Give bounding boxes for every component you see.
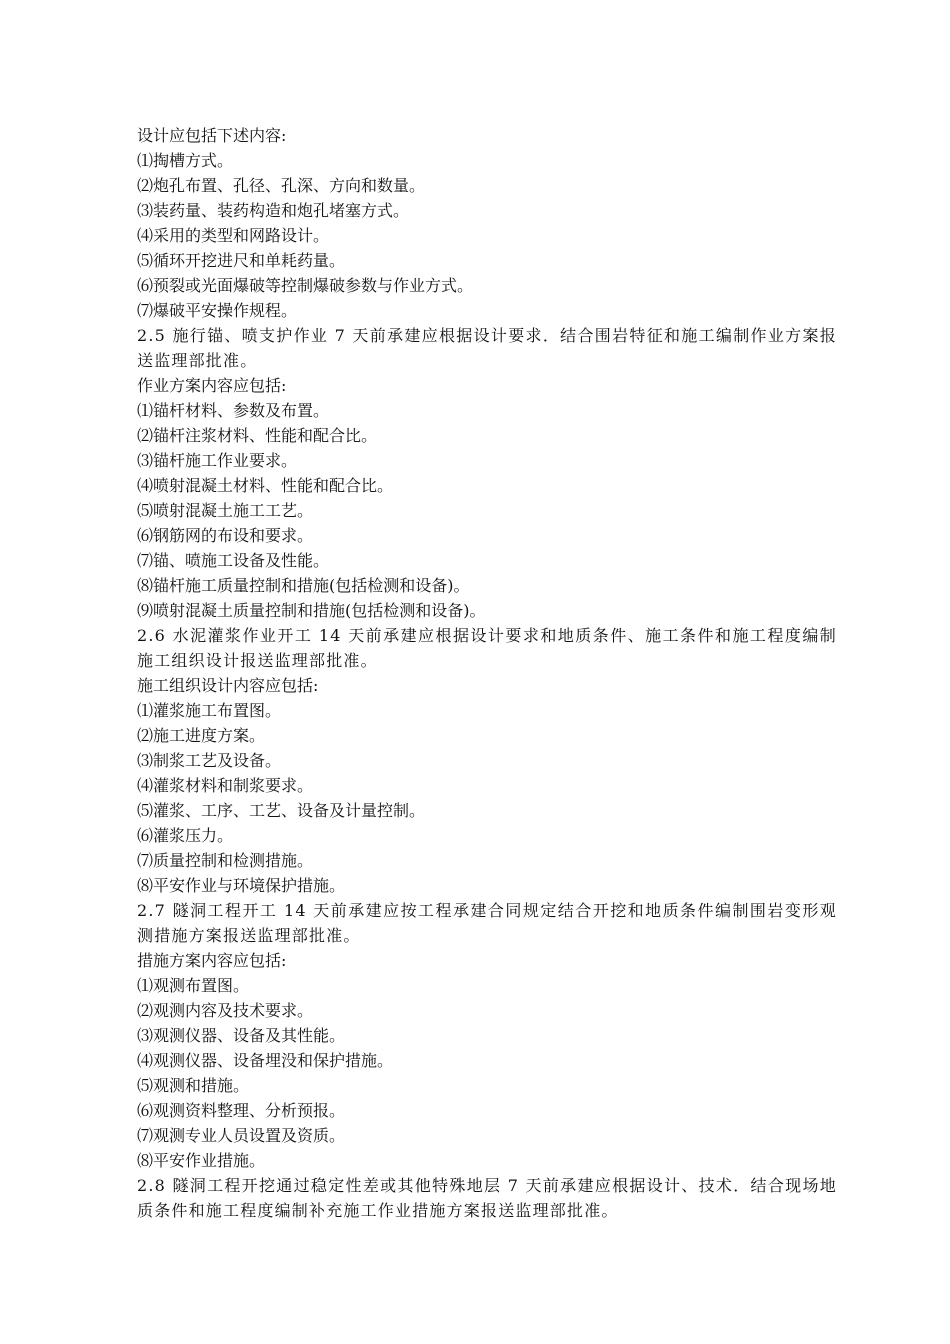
list-item: ⑻平安作业与环境保护措施。 bbox=[137, 876, 346, 895]
list-item: ⑺观测专业人员设置及资质。 bbox=[137, 1126, 346, 1145]
list-item: ⑵锚杆注浆材料、性能和配合比。 bbox=[137, 426, 378, 445]
list-item: ⑹预裂或光面爆破等控制爆破参数与作业方式。 bbox=[137, 276, 474, 295]
list-item: ⑺锚、喷施工设备及性能。 bbox=[137, 551, 330, 570]
list-item: ⑺爆破平安操作规程。 bbox=[137, 301, 298, 320]
list-item: ⑷灌浆材料和制浆要求。 bbox=[137, 776, 314, 795]
document-body bbox=[137, 123, 837, 1223]
list-item: ⑴观测布置图。 bbox=[137, 976, 250, 995]
list-item: ⑵炮孔布置、孔径、孔深、方向和数量。 bbox=[137, 176, 426, 195]
list-item: ⑶制浆工艺及设备。 bbox=[137, 751, 282, 770]
section-paragraph: 2.5 施行锚、喷支护作业 7 天前承建应根据设计要求．结合围岩特征和施工编制作业方案报送监理部批准。 bbox=[137, 326, 837, 370]
list-item: ⑼喷射混凝土质量控制和措施(包括检测和设备)。 bbox=[137, 601, 486, 620]
list-item: ⑴掏槽方式。 bbox=[137, 151, 234, 170]
list-item: ⑹钢筋网的布设和要求。 bbox=[137, 526, 314, 545]
list-item: ⑸观测和措施。 bbox=[137, 1076, 250, 1095]
list-item: ⑷观测仪器、设备埋没和保护措施。 bbox=[137, 1051, 394, 1070]
list-item: ⑸喷射混凝土施工工艺。 bbox=[137, 501, 314, 520]
section-paragraph: 2.6 水泥灌浆作业开工 14 天前承建应根据设计要求和地质条件、施工条件和施工程度编制施工组织设计报送监理部批准。 bbox=[137, 626, 837, 670]
list-item: ⑷采用的类型和网路设计。 bbox=[137, 226, 330, 245]
list-item: ⑺质量控制和检测措施。 bbox=[137, 851, 314, 870]
section-paragraph: 2.7 隧洞工程开工 14 天前承建应按工程承建合同规定结合开挖和地质条件编制围岩变形观测措施方案报送监理部批准。 bbox=[137, 901, 837, 945]
list-item: ⑹观测资料整理、分析预报。 bbox=[137, 1101, 346, 1120]
text-line: 措施方案内容应包括: bbox=[137, 951, 287, 970]
list-item: ⑶观测仪器、设备及其性能。 bbox=[137, 1026, 346, 1045]
list-item: ⑶锚杆施工作业要求。 bbox=[137, 451, 298, 470]
list-item: ⑻平安作业措施。 bbox=[137, 1151, 266, 1170]
list-item: ⑴锚杆材料、参数及布置。 bbox=[137, 401, 330, 420]
text-line: 作业方案内容应包括: bbox=[137, 376, 287, 395]
list-item: ⑵观测内容及技术要求。 bbox=[137, 1001, 314, 1020]
list-item: ⑸循环开挖进尺和单耗药量。 bbox=[137, 251, 346, 270]
list-item: ⑸灌浆、工序、工艺、设备及计量控制。 bbox=[137, 801, 426, 820]
list-item: ⑷喷射混凝土材料、性能和配合比。 bbox=[137, 476, 394, 495]
list-item: ⑻锚杆施工质量控制和措施(包括检测和设备)。 bbox=[137, 576, 470, 595]
list-item: ⑶装药量、装药构造和炮孔堵塞方式。 bbox=[137, 201, 410, 220]
text-line: 设计应包括下述内容: bbox=[137, 126, 287, 145]
list-item: ⑵施工进度方案。 bbox=[137, 726, 266, 745]
section-paragraph: 2.8 隧洞工程开挖通过稳定性差或其他特殊地层 7 天前承建应根据设计、技术．结合现场地质条件和施工程度编制补充施工作业措施方案报送监理部批准。 bbox=[137, 1176, 837, 1220]
list-item: ⑴灌浆施工布置图。 bbox=[137, 701, 282, 720]
text-line: 施工组织设计内容应包括: bbox=[137, 676, 319, 695]
list-item: ⑹灌浆压力。 bbox=[137, 826, 234, 845]
